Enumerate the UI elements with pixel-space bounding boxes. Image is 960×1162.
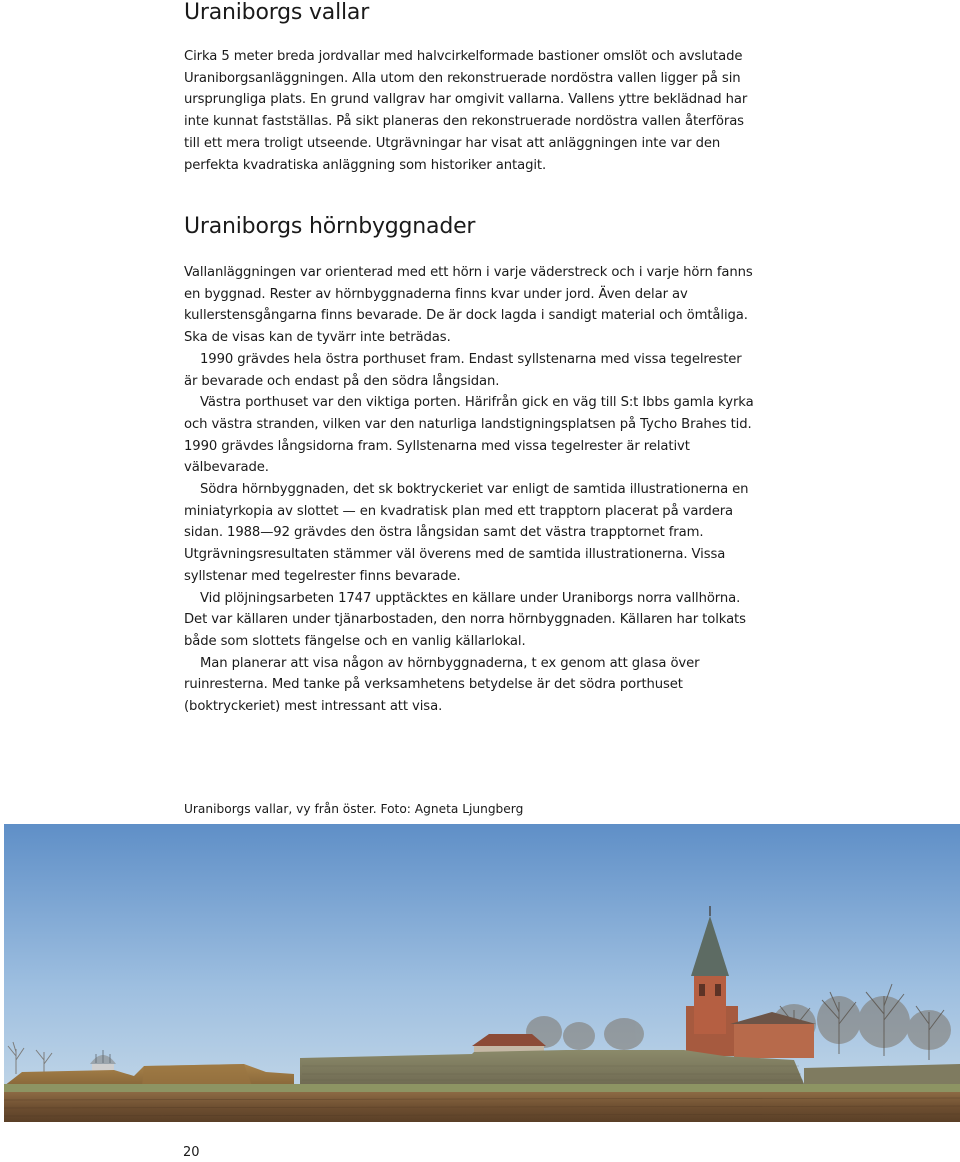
figure-caption: Uraniborgs vallar, vy från öster. Foto: Agneta Ljungberg: [184, 802, 524, 816]
paragraph: Vallanläggningen var orienterad med ett hörn i varje väderstreck och i varje hörn fanns en byggnad. Rester av hörnbyggnaderna finns kvar under jord. Även delar av kullerstensgångarna finns bevarade. De är dock lagda i sandigt material och ömtåliga. Ska de visas kan de tyvärr inte beträdas.: [184, 265, 753, 346]
photo-uraniborg-ramparts: [4, 824, 960, 1122]
page-number: 20: [183, 1145, 200, 1160]
section-body-vallar: [184, 46, 754, 176]
section-title-vallar: Uraniborgs vallar: [184, 0, 370, 25]
paragraph: Cirka 5 meter breda jordvallar med halvcirkelformade bastioner omslöt och avslutade Uraniborgsanläggningen. Alla utom den rekonstruerade nordöstra vallen ligger på sin ursprungliga plats. En grund vallgrav har omgivit vallarna. Vallens yttre beklädnad har inte kunnat fastställas. På sikt planeras den rekonstruerade nordöstra vallen återföras till ett mera troligt utseende. Utgrävningar har visat att anläggningen inte var den perfekta kvadratiska anläggning som historiker antagit.: [184, 49, 748, 173]
paragraph: 1990 grävdes hela östra porthuset fram. Endast syllstenarna med vissa tegelrester är bevarade och endast på den södra långsidan.: [184, 351, 742, 389]
landscape-photo-illustration: [4, 824, 960, 1122]
paragraph: Vid plöjningsarbeten 1747 upptäcktes en källare under Uraniborgs norra vallhörna. Det var källaren under tjänarbostaden, den norra hörnbyggnaden. Källaren har tolkats både som slottets fängelse och en vanlig källarlokal.: [184, 590, 746, 649]
section-title-hornbyggnader: Uraniborgs hörnbyggnader: [184, 214, 476, 239]
paragraph: Västra porthuset var den viktiga porten. Härifrån gick en väg till S:t Ibbs gamla kyrka och västra stranden, vilken var den naturliga landstigningsplatsen på Tycho Brahes tid. 1990 grävdes långsidorna fram. Syllstenarna med vissa tegelrester är relativt välbevarade.: [184, 395, 754, 476]
section-body-hornbyggnader: [184, 262, 754, 718]
paragraph: Södra hörnbyggnaden, det sk boktryckeriet var enligt de samtida illustrationerna en miniatyrkopia av slottet — en kvadratisk plan med ett trapptorn placerat på vardera sidan. 1988—92 grävdes den östra långsidan samt det västra trapptornet fram. Utgrävningsresultaten stämmer väl överens med de samtida illustrationerna. Vissa syllstenar med tegelrester finns bevarade.: [184, 482, 749, 584]
paragraph: Man planerar att visa någon av hörnbyggnaderna, t ex genom att glasa över ruinresterna. Med tanke på verksamhetens betydelse är det södra porthuset (boktryckeriet) mest intressant att visa.: [184, 655, 700, 715]
